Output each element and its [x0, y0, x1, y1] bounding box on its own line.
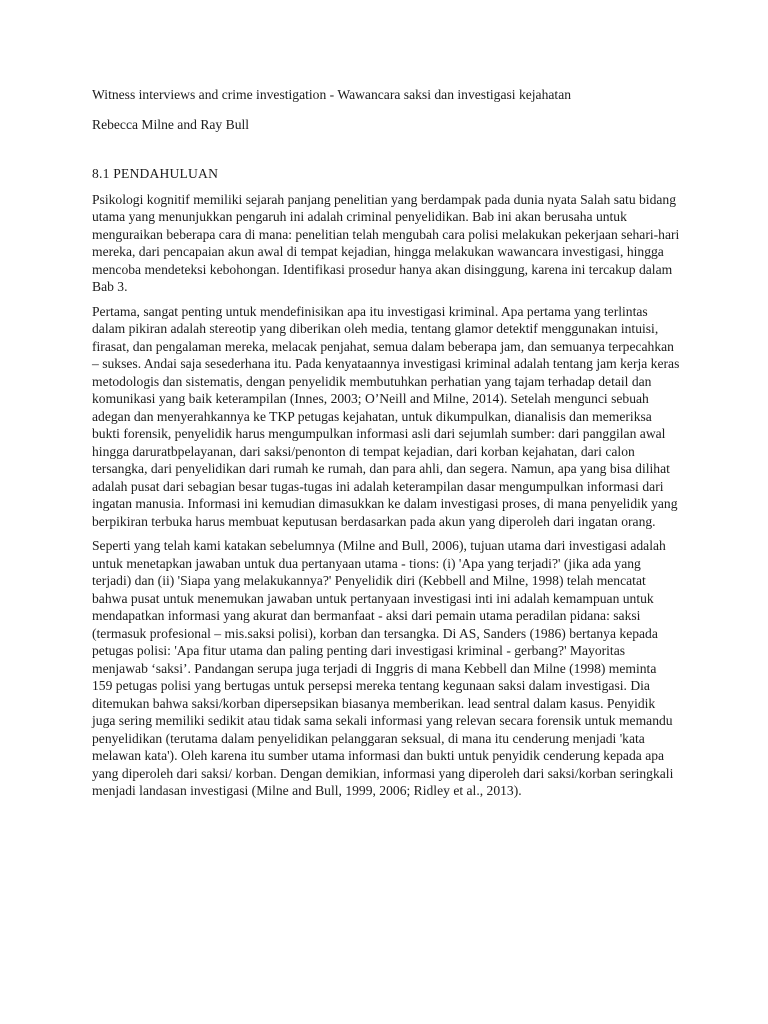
- paragraph: Seperti yang telah kami katakan sebelumnya (Milne and Bull, 2006), tujuan utama dari investigasi adalah untuk menetapkan jawaban untuk dua pertanyaan utama - tions: (i) 'Apa yang terjadi?' (jika ada yang terjadi) dan (ii) 'Siapa yang melakukannya?' Penyelidik diri (Kebbell and Milne, 1998) telah mencatat bahwa pusat untuk menemukan jawaban untuk pertanyaan investigasi inti ini adalah kemampuan untuk mendapatkan informasi yang akurat dan bermanfaat - aksi dari pemain utama peradilan pidana: saksi (termasuk profesional – mis.saksi polisi), korban dan tersangka. Di AS, Sanders (1986) bertanya kepada petugas polisi: 'Apa fitur utama dan paling penting dari investigasi kriminal - gerbang?' Mayoritas menjawab ‘saksi’. Pandangan serupa juga terjadi di Inggris di mana Kebbell dan Milne (1998) meminta 159 petugas polisi yang bertugas untuk persepsi mereka tentang kegunaan saksi dalam investigasi. Dia ditemukan bahwa saksi/korban dipersepsikan biasanya memberikan. lead sentral dalam kasus. Penyidik juga sering memiliki sedikit atau tidak sama sekali informasi yang relevan secara forensik untuk memandu penyelidikan (terutama dalam penyelidikan pelanggaran seksual, di mana itu cenderung menjadi 'kata melawan kata'). Oleh karena itu sumber utama informasi dan bukti untuk penyidik cenderung kepada apa yang diperoleh dari saksi/ korban. Dengan demikian, informasi yang diperoleh dari saksi/korban seringkali menjadi landasan investigasi (Milne and Bull, 1999, 2006; Ridley et al., 2013).: [92, 538, 674, 798]
- paragraph: Pertama, sangat penting untuk mendefinisikan apa itu investigasi kriminal. Apa pertama yang terlintas dalam pikiran adalah stereotip yang diberikan oleh media, tentang glamor detektif menggunakan intuisi, firasat, dan pengalaman mereka, melacak penjahat, semua dalam beberapa jam, dan semuanya terpecahkan – sukses. Andai saja sesederhana itu. Pada kenyataannya investigasi kriminal adalah tentang jam kerja keras metodologis dan sistematis, dengan penyelidik membutuhkan perhatian yang tajam terhadap detail dan komunikasi yang baik keterampilan (Innes, 2003; O’Neill and Milne, 2014). Setelah mengunci sebuah adegan dan menyerahkannya ke TKP petugas kejahatan, untuk dikumpulkan, dianalisis dan memeriksa bukti forensik, penyelidik harus mengumpulkan informasi asli dari sejumlah sumber: dari panggilan awal hingga daruratbpelayanan, dari saksi/penonton di tempat kejadian, dari korban kejahatan, dari calon tersangka, dari penyelidikan dari rumah ke rumah, dan para ahli, dan segera. Namun, apa yang bisa dilihat adalah pusat dari sebagian besar tugas-tugas ini adalah keterampilan dasar mengumpulkan informasi dari ingatan manusia. Informasi ini kemudian dimasukkan ke dalam investigasi proses, di mana penyelidik yang berpikiran terbuka harus membuat keputusan berdasarkan pada akun yang diperoleh dari ingatan orang.: [92, 303, 680, 529]
- document-title: Witness interviews and crime investigation - Wawancara saksi dan investigasi kejahatan: [92, 87, 572, 102]
- document-page: [92, 86, 680, 807]
- document-authors: Rebecca Milne and Ray Bull: [92, 116, 250, 132]
- paragraph: Psikologi kognitif memiliki sejarah panjang penelitian yang berdampak pada dunia nyata Salah satu bidang utama yang menunjukkan pengaruh ini adalah criminal penyelidikan. Bab ini akan berusaha untuk menguraikan beberapa cara di mana: penelitian telah mengubah cara polisi melakukan pekerjaan sehari-hari mereka, dari pencapaian akun awal di tempat kejadian, hingga melakukan wawancara investigasi, hingga mencoba mendeteksi kebohongan. Identifikasi prosedur hanya akan disinggung, karena ini tercakup dalam Bab 3.: [92, 191, 680, 294]
- section-heading: 8.1 PENDAHULUAN: [92, 166, 219, 181]
